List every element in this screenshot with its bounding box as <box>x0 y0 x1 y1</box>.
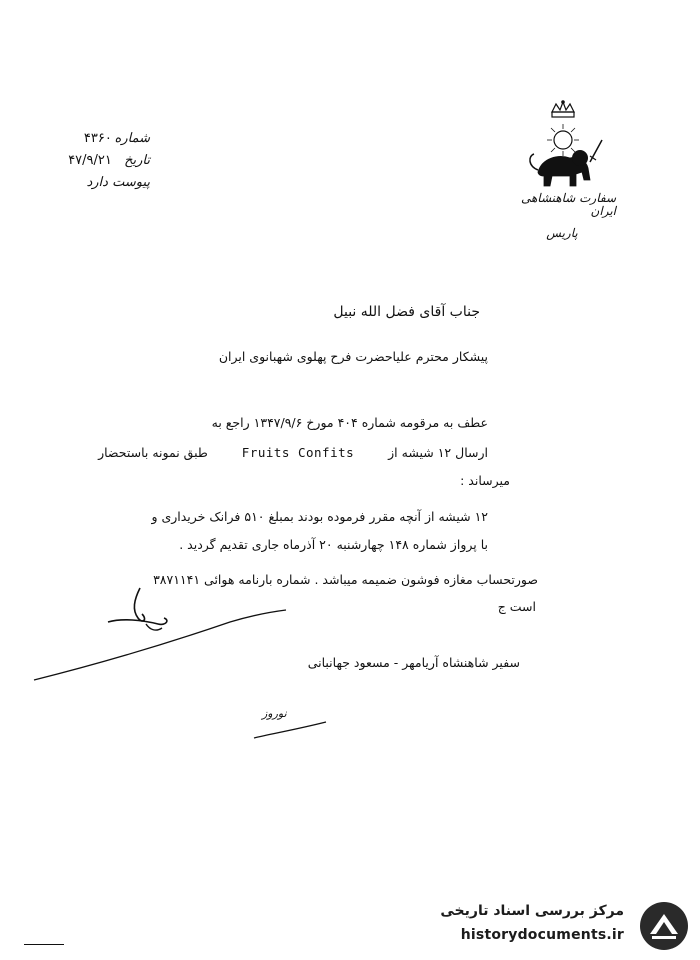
body-line-3: میرساند : <box>460 473 510 488</box>
reference-number-label: شماره <box>114 131 150 146</box>
body-line-2-start: ارسال ۱۲ شیشه از <box>388 445 488 460</box>
initials-note: نوروز <box>262 707 287 720</box>
body-line-2-end: طبق نمونه باستحضار <box>98 445 208 460</box>
body-line-6: صورتحساب مغازه فوشون ضمیمه میباشد . شماره بارنامه هوائی ۳۸۷۱۱۴۱ <box>153 572 538 587</box>
archive-logo-icon <box>638 900 690 952</box>
body-line-2 <box>98 446 488 460</box>
embassy-caption: سفارت شاهنشاهی ایران <box>520 191 616 219</box>
embassy-city: پاریس <box>546 226 578 240</box>
body-line-7: است ج <box>497 599 536 614</box>
footer-rule <box>24 944 64 945</box>
reference-date-row <box>40 154 150 176</box>
attachment-row <box>40 176 150 198</box>
reference-date-label: تاریخ <box>124 153 150 168</box>
signatory-line: سفیر شاهنشاه آریامهر - مسعود جهانبانی <box>307 655 520 670</box>
watermark-url: historydocuments.ir <box>460 927 624 943</box>
handwritten-signature <box>30 580 290 690</box>
product-name: Fruits Confits <box>241 445 355 460</box>
reference-block <box>40 132 150 198</box>
archive-watermark <box>420 900 690 952</box>
attachment-note: پیوست دارد <box>86 175 150 190</box>
reference-date-value: ۴۷/۹/۲۱ <box>68 153 112 168</box>
reference-number-row <box>40 132 150 154</box>
body-line-4: ۱۲ شیشه از آنچه مقرر فرموده بودند بمبلغ ۵۱۰ فرانک خریداری و <box>151 509 488 524</box>
body-line-5: با پرواز شماره ۱۴۸ چهارشنبه ۲۰ آذرماه جاری تقدیم گردید . <box>179 537 488 552</box>
addressee-title: پیشکار محترم علیاحضرت فرح پهلوی شهبانوی ایران <box>218 349 488 364</box>
reference-number-value: ۴۳۶۰ <box>83 131 112 146</box>
watermark-title: مرکز بررسی اسناد تاریخی <box>440 903 624 919</box>
addressee-name: جناب آقای فضل الله نبیل <box>333 304 480 320</box>
body-line-1: عطف به مرقومه شماره ۴۰۴ مورخ ۱۳۴۷/۹/۶ راجع به <box>211 415 488 430</box>
